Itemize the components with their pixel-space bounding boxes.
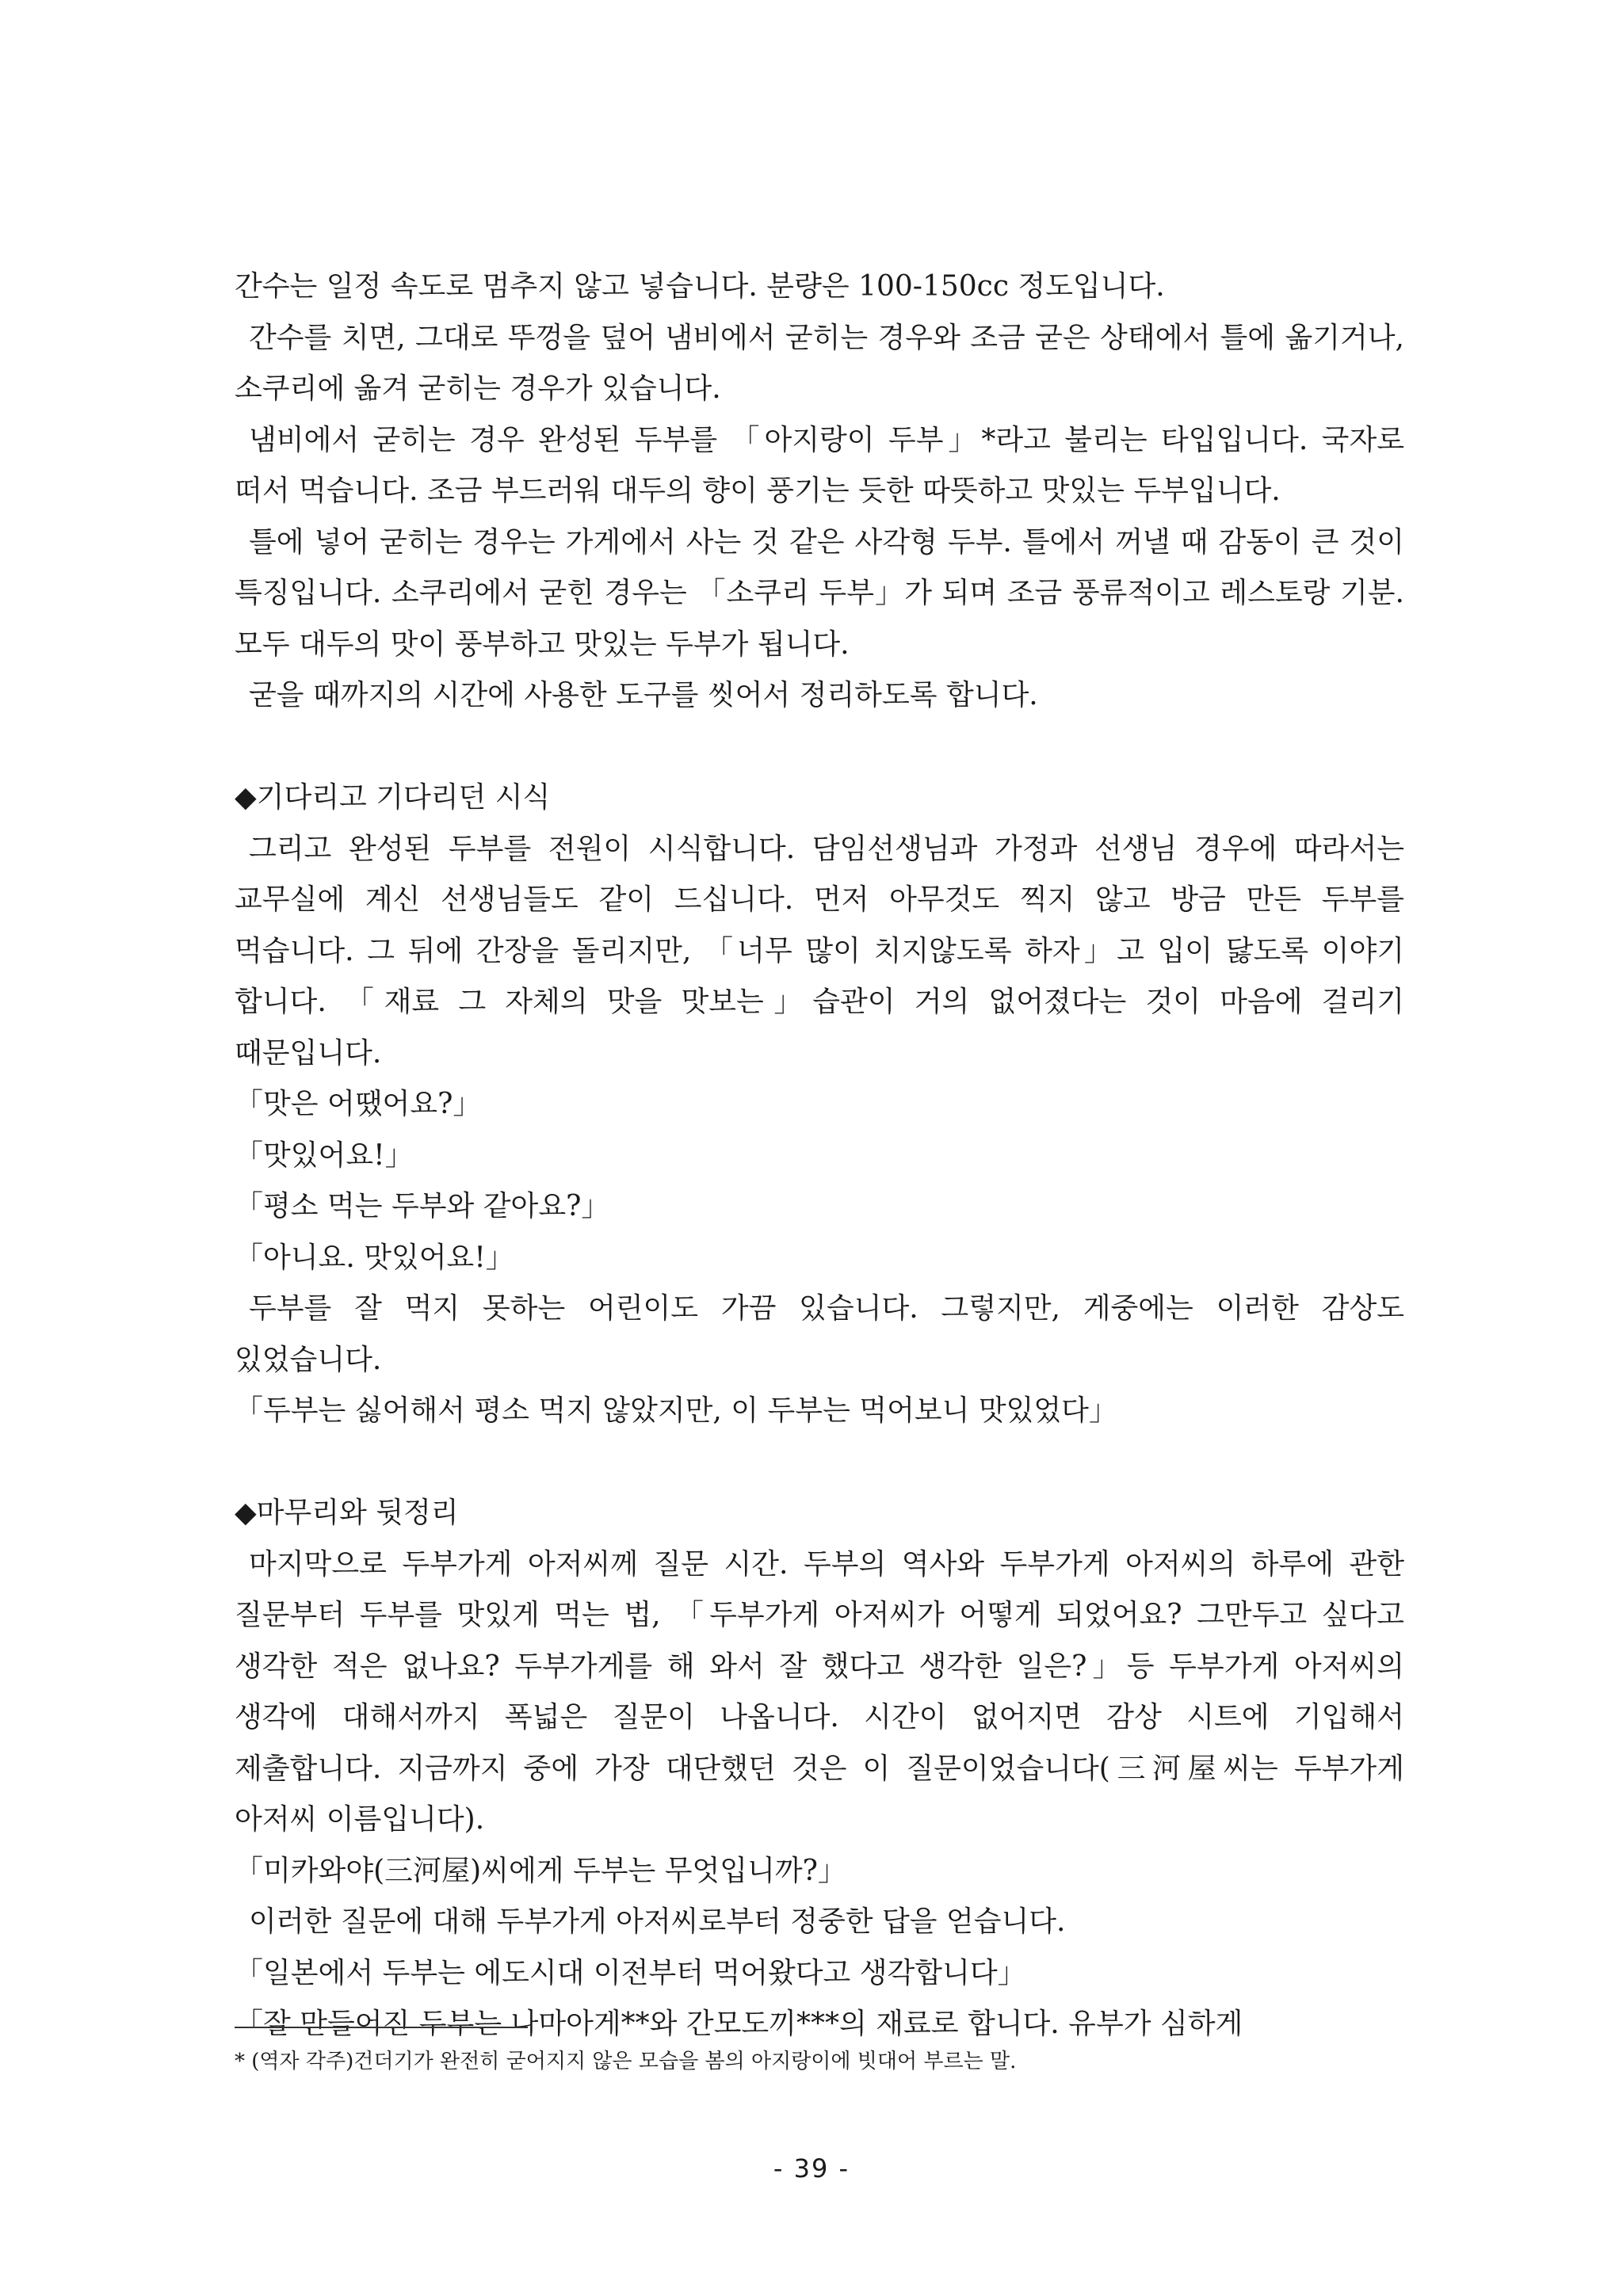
dialogue-line: 「일본에서 두부는 에도시대 이전부터 먹어왔다고 생각합니다」 xyxy=(235,1956,1026,1989)
dialogue-line: 「평소 먹는 두부와 같아요?」 xyxy=(235,1190,610,1222)
page-number: - 39 - xyxy=(773,2153,850,2183)
paragraph: 마지막으로 두부가게 아저씨께 질문 시간. 두부의 역사와 두부가게 아저씨의 하루에 관한 질문부터 두부를 맛있게 먹는 법, 「두부가게 아저씨가 어떻게 되었어요? 그만두고 싶다고 생각한 적은 없나요? 두부가게를 해 와서 잘 했다고 생각한 일은?」등 두부가게 아저씨의 생각에 대해서까지 폭넓은 질문이 나옵니다. 시간이 없어지면 감상 시트에 기입해서 제출합니다. 지금까지 중에 가장 대단했던 것은 이 질문이었습니다(三河屋씨는 두부가게 아저씨 이름입니다). xyxy=(235,1547,1404,1836)
dialogue-line: 「미카와야(三河屋)씨에게 두부는 무엇입니까?」 xyxy=(235,1854,846,1887)
paragraph: 두부를 잘 먹지 못하는 어린이도 가끔 있습니다. 그렇지만, 게중에는 이러한 감상도 있었습니다. xyxy=(235,1292,1404,1376)
dialogue-line: 「맛있어요!」 xyxy=(235,1138,414,1172)
dialogue-line: 「아니요. 맛있어요!」 xyxy=(235,1241,514,1274)
section-heading: ◆마무리와 뒷정리 xyxy=(235,1497,459,1529)
footnote-divider xyxy=(235,2027,528,2028)
paragraph: 굳을 때까지의 시간에 사용한 도구를 씻어서 정리하도록 합니다. xyxy=(249,679,1038,711)
footnote: * (역자 각주)건더기가 완전히 굳어지지 않은 모습을 봄의 아지랑이에 빗대어 부르는 말. xyxy=(235,2050,1017,2073)
section-gap xyxy=(235,1437,1404,1489)
page-body xyxy=(235,261,1404,2050)
dialogue-line: 「잘 만들어진 두부는 나마아게**와 간모도끼***의 재료로 합니다. 유부가 심하게 xyxy=(235,2008,1243,2040)
section-gap xyxy=(235,722,1404,773)
paragraph: 냄비에서 굳히는 경우 완성된 두부를 「아지랑이 두부」*라고 불리는 타입입니다. 국자로 떠서 먹습니다. 조금 부드러워 대두의 향이 풍기는 듯한 따뜻하고 맛있는 두부입니다. xyxy=(235,423,1404,507)
paragraph: 이러한 질문에 대해 두부가게 아저씨로부터 정중한 답을 얻습니다. xyxy=(249,1905,1066,1938)
paragraph: 틀에 넣어 굳히는 경우는 가게에서 사는 것 같은 사각형 두부. 틀에서 꺼낼 때 감동이 큰 것이 특징입니다. 소쿠리에서 굳힌 경우는 「소쿠리 두부」가 되며 조금 풍류적이고 레스토랑 기분. 모두 대두의 맛이 풍부하고 맛있는 두부가 됩니다. xyxy=(235,525,1404,661)
dialogue-line: 「맛은 어땠어요?」 xyxy=(235,1088,482,1120)
section-heading: ◆기다리고 기다리던 시식 xyxy=(235,781,551,814)
paragraph: 간수를 치면, 그대로 뚜껑을 덮어 냄비에서 굳히는 경우와 조금 굳은 상태에서 틀에 옮기거나, 소쿠리에 옮겨 굳히는 경우가 있습니다. xyxy=(235,321,1404,405)
dialogue-line: 「두부는 싫어해서 평소 먹지 않았지만, 이 두부는 먹어보니 맛있었다」 xyxy=(235,1394,1117,1427)
paragraph: 간수는 일정 속도로 멈추지 않고 넣습니다. 분량은 100-150cc 정도입니다. xyxy=(235,270,1165,303)
paragraph: 그리고 완성된 두부를 전원이 시식합니다. 담임선생님과 가정과 선생님 경우에 따라서는 교무실에 계신 선생님들도 같이 드십니다. 먼저 아무것도 찍지 않고 방금 만든 두부를 먹습니다. 그 뒤에 간장을 돌리지만, 「너무 많이 치지않도록 하자」고 입이 닳도록 이야기 합니다. 「재료 그 자체의 맛을 맛보는」습관이 거의 없어졌다는 것이 마음에 걸리기 때문입니다. xyxy=(235,832,1404,1070)
